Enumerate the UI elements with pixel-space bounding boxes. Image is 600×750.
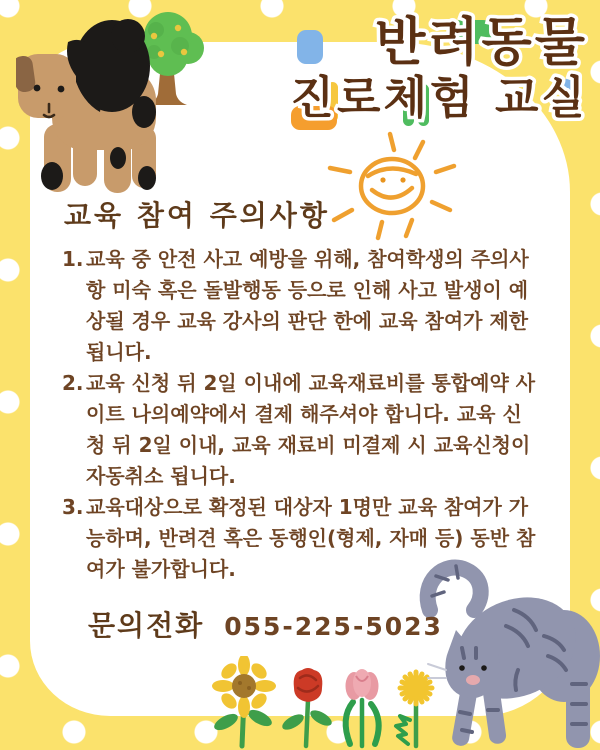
notice-item-2 [62,368,540,492]
contact-row [88,604,443,644]
notice-item-1 [62,244,540,368]
flowers-illustration [212,656,452,750]
notice-list [62,244,540,585]
notice-item-number: 2. [62,371,84,395]
tulip-icon [346,669,379,746]
title-line-2: 진로체험 교실 [290,71,588,124]
sunflower-icon [212,656,276,746]
notice-item-text: 교육대상으로 확정된 대상자 1명만 교육 참여가 가능하며, 반려견 혹은 동행인(형제, 자매 등) 동반 참여가 불가합니다. [86,495,536,581]
notice-item-number: 1. [62,247,84,271]
title-line-1: 반려동물 [375,13,588,73]
notice-item-text: 교육 중 안전 사고 예방을 위해, 참여학생의 주의사항 미숙 혹은 돌발행동 등으로 인해 사고 발생이 예상될 경우 교육 강사의 판단 한에 교육 참여가 제한됩니다. [86,247,529,364]
sun-icon [320,126,462,244]
contact-label: 문의전화 [88,609,205,642]
notice-item-text: 교육 신청 뒤 2일 이내에 교육재료비를 통합예약 사이트 나의예약에서 결제 해주셔야 합니다. 교육 신청 뒤 2일 이내, 교육 재료비 미결제 시 교육신청이 자동취소 됩니다. [86,371,536,488]
rose-icon [280,668,334,746]
dog-illustration [16,16,164,198]
notice-item-3 [62,492,540,585]
notice-heading: 교육 참여 주의사항 [64,199,330,232]
contact-phone-number: 055-225-5023 [224,612,443,641]
notice-item-number: 3. [62,495,84,519]
poster-title [291,14,589,124]
